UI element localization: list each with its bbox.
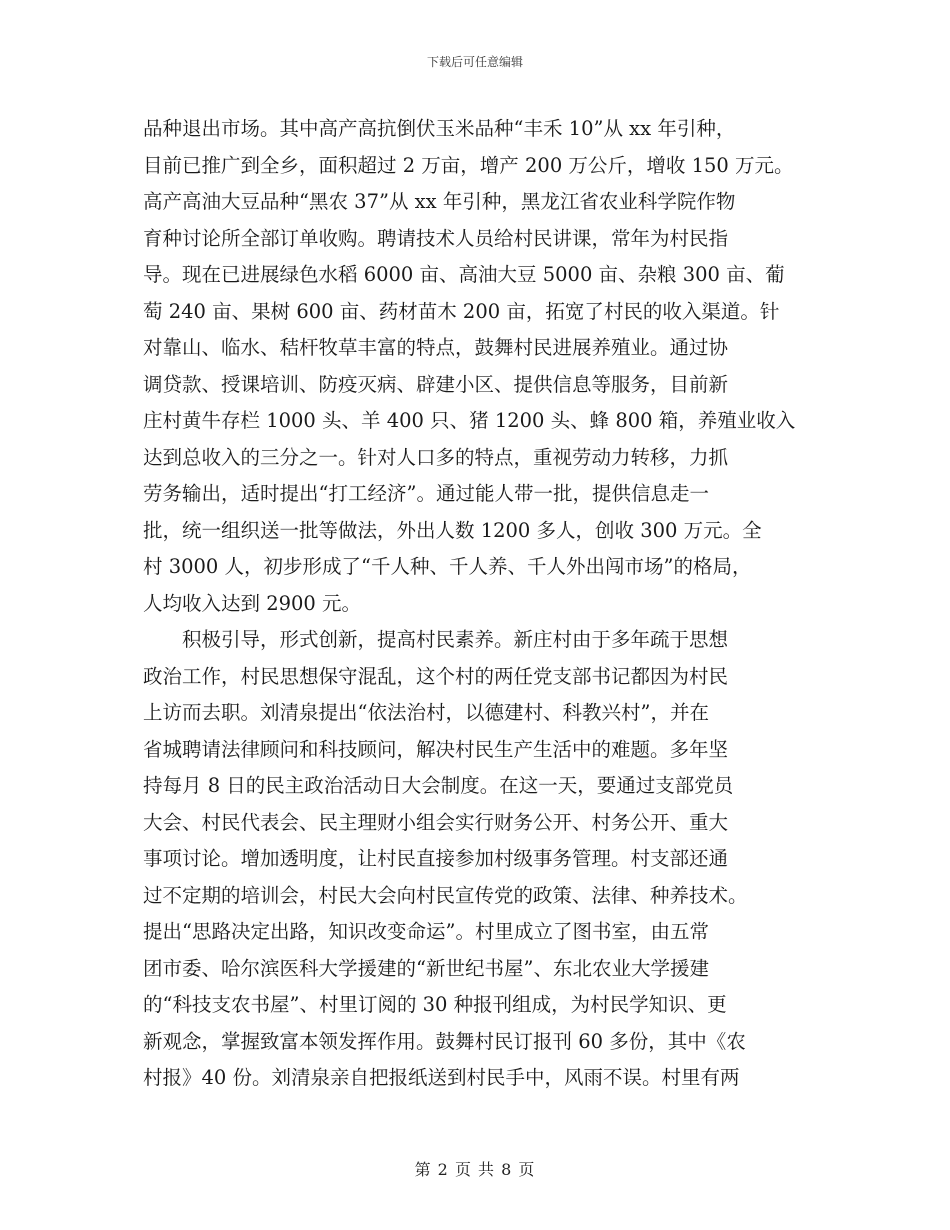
paragraph-first-line: 积极引导，形式创新，提高村民素养。新庄村由于多年疏于思想 [182, 628, 729, 651]
text-line: 村 3000 人，初步形成了“千人种、千人养、千人外出闯市场”的格局， [143, 555, 752, 578]
text-line: 村报》40 份。刘清泉亲自把报纸送到村民手中，风雨不误。村里有两 [143, 1066, 740, 1089]
text-line: 事项讨论。增加透明度，让村民直接参加村级事务管理。村支部还通 [143, 847, 729, 870]
page-number-footer: 第 2 页 共 8 页 [414, 1160, 536, 1179]
text-line: 的“科技支农书屋”、村里订阅的 30 种报刊组成，为村民学知识、更 [143, 993, 727, 1016]
text-line: 团市委、哈尔滨医科大学援建的“新世纪书屋”、东北农业大学援建 [143, 956, 709, 980]
text-line: 导。现在已进展绿色水稻 6000 亩、高油大豆 5000 亩、杂粮 300 亩、葡 [143, 263, 785, 286]
text-line: 品种退出市场。其中高产高抗倒伏玉米品种“丰禾 10”从 xx 年引种， [143, 117, 736, 140]
text-line: 政治工作，村民思想保守混乱，这个村的两任党支部书记都因为村民 [143, 664, 729, 688]
page-header: 下载后可任意编辑 [426, 55, 523, 69]
text-line: 劳务输出，适时提出“打工经济”。通过能人带一批，提供信息走一 [143, 482, 709, 505]
text-line: 持每月 8 日的民主政治活动日大会制度。在这一天，要通过支部党员 [143, 774, 734, 797]
text-line: 省城聘请法律顾问和科技顾问，解决村民生产生活中的难题。多年坚 [143, 737, 729, 761]
text-line: 高产高油大豆品种“黑农 37”从 xx 年引种，黑龙江省农业科学院作物 [143, 190, 736, 213]
text-line: 庄村黄牛存栏 1000 头、羊 400 只、猪 1200 头、蜂 800 箱，养殖业收入 [143, 409, 796, 432]
text-line: 育种讨论所全部订单收购。聘请技术人员给村民讲课，常年为村民指 [143, 226, 729, 250]
text-line: 批，统一组织送一批等做法，外出人数 1200 多人，创收 300 万元。全 [143, 518, 762, 542]
text-line: 萄 240 亩、果树 600 亩、药材苗木 200 亩，拓宽了村民的收入渠道。针 [143, 299, 780, 323]
text-line: 对靠山、临水、秸杆牧草丰富的特点，鼓舞村民进展养殖业。通过协 [143, 336, 729, 359]
document-body [143, 111, 815, 1097]
text-line: 目前已推广到全乡，面积超过 2 万亩，增产 200 万公斤，增收 150 万元。 [143, 153, 794, 177]
text-line: 调贷款、授课培训、防疫灭病、辟建小区、提供信息等服务，目前新 [143, 372, 729, 396]
text-line: 人均收入达到 2900 元。 [143, 591, 362, 615]
text-line: 达到总收入的三分之一。针对人口多的特点，重视劳动力转移，力抓 [143, 445, 729, 469]
text-line: 过不定期的培训会，村民大会向村民宣传党的政策、法律、种养技术。 [143, 883, 748, 907]
text-line: 大会、村民代表会、民主理财小组会实行财务公开、村务公开、重大 [143, 810, 729, 834]
text-line: 上访而去职。刘清泉提出“依法治村，以德建村、科教兴村”，并在 [143, 701, 709, 724]
text-line: 新观念，掌握致富本领发挥作用。鼓舞村民订报刊 60 多份，其中《农 [143, 1029, 746, 1053]
text-line: 提出“思路决定出路，知识改变命运”。村里成立了图书室，由五常 [143, 920, 709, 943]
